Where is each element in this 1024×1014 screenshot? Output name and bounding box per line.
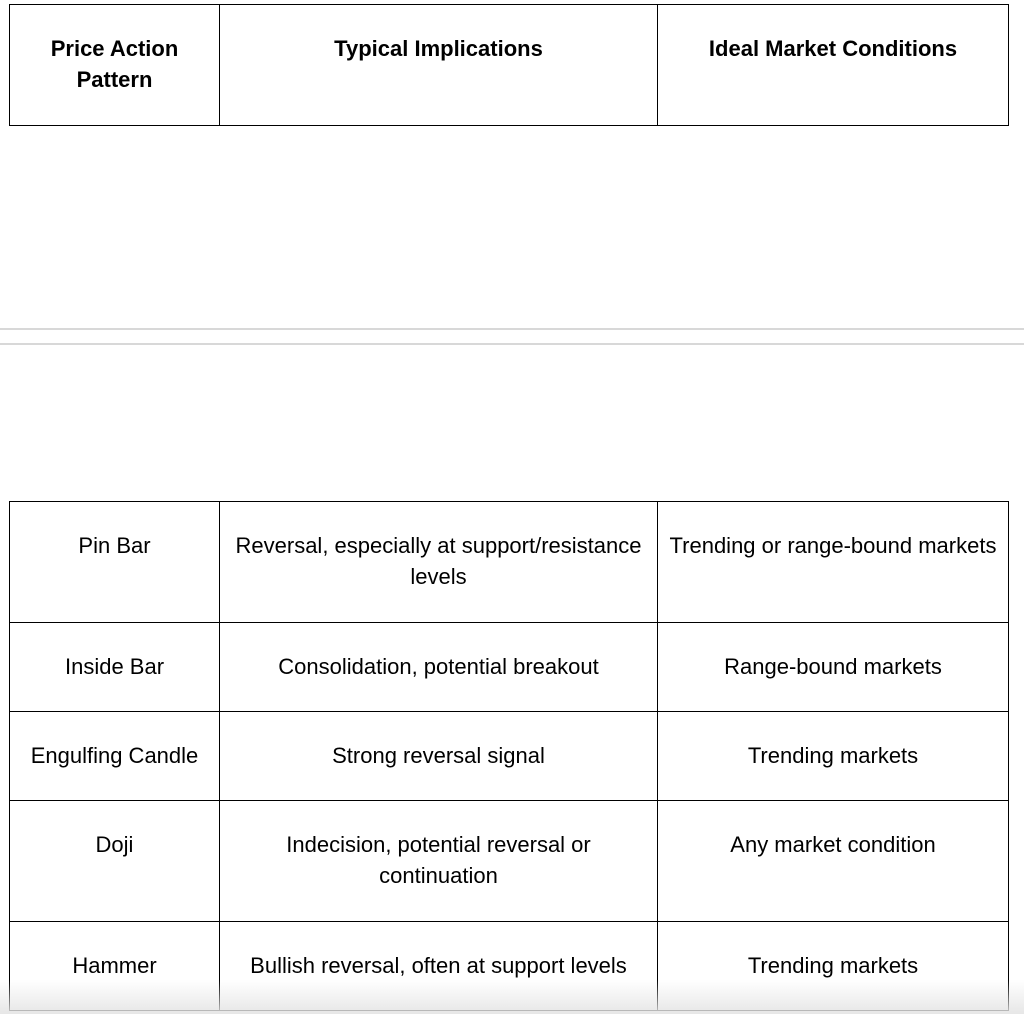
table-row bbox=[10, 502, 1009, 623]
cell-implications: Bullish reversal, often at support levels bbox=[220, 922, 658, 1011]
cell-pattern: Hammer bbox=[10, 922, 220, 1011]
header-row bbox=[10, 5, 1009, 126]
page-break-divider bbox=[0, 328, 1024, 345]
table-row bbox=[10, 922, 1009, 1011]
cell-implications: Strong reversal signal bbox=[220, 712, 658, 801]
cell-implications: Reversal, especially at support/resistance levels bbox=[220, 502, 658, 623]
header-cell-implications: Typical Implications bbox=[220, 5, 658, 126]
cell-implications: Consolidation, potential breakout bbox=[220, 623, 658, 712]
cell-conditions: Trending markets bbox=[658, 922, 1009, 1011]
table-row bbox=[10, 712, 1009, 801]
cell-implications: Indecision, potential reversal or continuation bbox=[220, 801, 658, 922]
cell-conditions: Any market condition bbox=[658, 801, 1009, 922]
table-body bbox=[9, 501, 1009, 1011]
cell-pattern: Engulfing Candle bbox=[10, 712, 220, 801]
header-cell-pattern: Price Action Pattern bbox=[10, 5, 220, 126]
cell-conditions: Trending or range-bound markets bbox=[658, 502, 1009, 623]
table-header bbox=[9, 4, 1009, 126]
cell-conditions: Trending markets bbox=[658, 712, 1009, 801]
header-cell-conditions: Ideal Market Conditions bbox=[658, 5, 1009, 126]
cell-pattern: Doji bbox=[10, 801, 220, 922]
table-row bbox=[10, 623, 1009, 712]
cell-conditions: Range-bound markets bbox=[658, 623, 1009, 712]
cell-pattern: Pin Bar bbox=[10, 502, 220, 623]
table-row bbox=[10, 801, 1009, 922]
cell-pattern: Inside Bar bbox=[10, 623, 220, 712]
